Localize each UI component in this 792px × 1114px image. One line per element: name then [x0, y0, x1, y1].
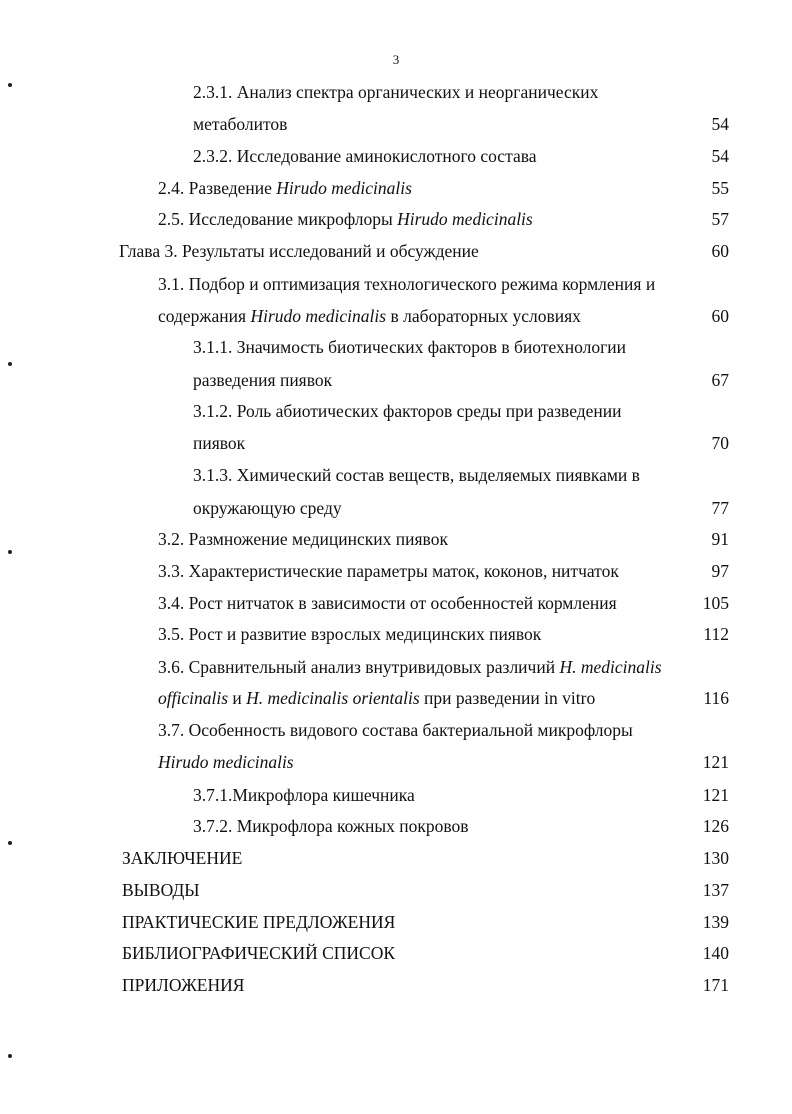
toc-entry	[158, 273, 655, 295]
toc-entry	[122, 847, 242, 869]
toc-entry-text: 3.6. Сравнительный анализ внутривидовых различий	[158, 657, 560, 677]
toc-entry	[122, 942, 395, 964]
toc-entry	[193, 113, 287, 135]
toc-entry-text: ВЫВОДЫ	[122, 880, 200, 900]
toc-page-number: 55	[711, 178, 729, 198]
scan-dot	[8, 1054, 12, 1058]
toc-entry-text: 2.3.1. Анализ спектра органических и неорганических	[193, 82, 599, 102]
toc-entry	[158, 560, 619, 582]
toc-entry	[193, 784, 415, 806]
toc-entry-latin-name: H. medicinalis orientalis	[246, 688, 420, 708]
toc-entry-text: ПРИЛОЖЕНИЯ	[122, 975, 245, 995]
toc-page-number: 60	[711, 306, 729, 326]
toc-entry-text: 3.3. Характеристические параметры маток, коконов, нитчаток	[158, 561, 619, 581]
toc-entry	[193, 432, 245, 454]
toc-entry	[122, 879, 200, 901]
toc-entry-latin-name: officinalis	[158, 688, 228, 708]
toc-page-number: 171	[702, 975, 729, 995]
toc-entry	[122, 911, 395, 933]
toc-page-number: 121	[702, 785, 729, 805]
toc-entry	[158, 177, 412, 199]
toc-entry	[158, 592, 617, 614]
toc-entry-latin-name: Hirudo medicinalis	[397, 209, 533, 229]
toc-entry-text: в лабораторных условиях	[386, 306, 581, 326]
toc-entry	[193, 81, 598, 103]
toc-entry-text: 3.4. Рост нитчаток в зависимости от особенностей кормления	[158, 593, 617, 613]
toc-entry-latin-name: Hirudo medicinalis	[158, 752, 294, 772]
toc-entry	[158, 623, 541, 645]
toc-entry-latin-name: H. medicinalis	[559, 657, 662, 677]
toc-entry-latin-name: Hirudo medicinalis	[276, 178, 412, 198]
toc-entry-text: 3.7. Особенность видового состава бактериальной микрофлоры	[158, 720, 633, 740]
toc-entry-text: содержания	[158, 306, 251, 326]
toc-entry-text: 3.1.2. Роль абиотических факторов среды при разведении	[193, 401, 622, 421]
toc-page-number: 91	[711, 529, 729, 549]
toc-entry-text: при разведении in vitro	[419, 688, 596, 708]
toc-entry	[119, 240, 479, 262]
toc-entry-text: 3.1. Подбор и оптимизация технологического режима кормления и	[158, 274, 656, 294]
toc-page-number: 70	[711, 433, 729, 453]
toc-entry	[158, 719, 633, 741]
toc-page-number: 137	[702, 880, 729, 900]
toc-entry-text: 3.5. Рост и развитие взрослых медицинских пиявок	[158, 624, 542, 644]
toc-page-number: 126	[702, 816, 729, 836]
toc-entry	[158, 656, 662, 678]
toc-entry-text: ЗАКЛЮЧЕНИЕ	[122, 848, 243, 868]
toc-entry	[193, 815, 469, 837]
toc-entry-text: Глава 3. Результаты исследований и обсуждение	[119, 241, 479, 261]
toc-entry-latin-name: Hirudo medicinalis	[250, 306, 387, 326]
toc-entry	[122, 974, 244, 996]
toc-entry-text: окружающую среду	[193, 498, 342, 518]
scan-dot	[8, 550, 12, 554]
toc-page-number: 54	[711, 146, 729, 166]
toc-entry-text: 2.5. Исследование микрофлоры	[158, 209, 398, 229]
toc-entry-text: 3.1.3. Химический состав веществ, выделяемых пиявками в	[193, 465, 640, 485]
toc-page-number: 105	[702, 593, 729, 613]
toc-entry	[158, 751, 294, 773]
toc-entry	[158, 208, 533, 230]
toc-page-number: 97	[711, 561, 729, 581]
toc-page-number: 77	[711, 498, 729, 518]
toc-entry	[193, 369, 332, 391]
toc-page-number: 67	[711, 370, 729, 390]
toc-entry-text: ПРАКТИЧЕСКИЕ ПРЕДЛОЖЕНИЯ	[122, 912, 396, 932]
toc-page-number: 116	[703, 688, 729, 708]
toc-page-number: 112	[703, 624, 729, 644]
toc-entry	[193, 145, 537, 167]
toc-entry	[193, 464, 640, 486]
toc-entry-text: БИБЛИОГРАФИЧЕСКИЙ СПИСОК	[122, 943, 396, 963]
toc-entry-text: 3.7.1.Микрофлора кишечника	[193, 785, 415, 805]
toc-entry-text: 3.1.1. Значимость биотических факторов в биотехнологии	[193, 337, 627, 357]
toc-page-number: 130	[702, 848, 729, 868]
toc-entry-text: 2.3.2. Исследование аминокислотного состава	[193, 146, 537, 166]
scan-dot	[8, 841, 12, 845]
toc-entry	[158, 687, 595, 709]
toc-entry	[193, 400, 622, 422]
toc-page-number: 54	[711, 114, 729, 134]
toc-entry	[193, 336, 626, 358]
toc-entry	[193, 497, 342, 519]
toc-entry-text: 3.7.2. Микрофлора кожных покровов	[193, 816, 469, 836]
toc-page-number: 121	[702, 752, 729, 772]
toc-entry-text: 3.2. Размножение медицинских пиявок	[158, 529, 448, 549]
toc-entry	[158, 528, 448, 550]
toc-entry-text: разведения пиявок	[193, 370, 333, 390]
toc-page-number: 139	[702, 912, 729, 932]
scan-dot	[8, 362, 12, 366]
toc-entry-text: 2.4. Разведение	[158, 178, 277, 198]
toc-entry	[158, 305, 581, 327]
toc-entry-text: пиявок	[193, 433, 246, 453]
page-number: 3	[392, 52, 400, 67]
scan-dot	[8, 83, 12, 87]
toc-entry-text: и	[228, 688, 247, 708]
toc-entry-text: метаболитов	[193, 114, 288, 134]
toc-page-number: 57	[711, 209, 729, 229]
toc-page-number: 60	[711, 241, 729, 261]
toc-page-number: 140	[702, 943, 729, 963]
